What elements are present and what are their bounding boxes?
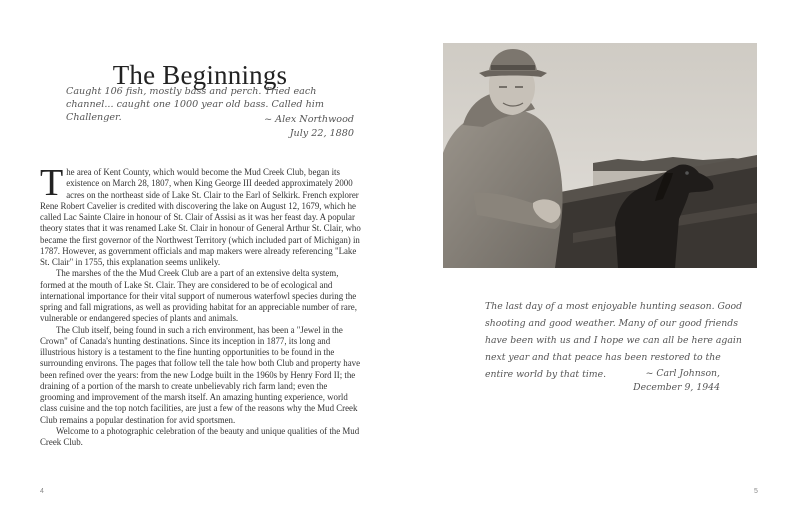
quote-signature	[560, 367, 720, 395]
hunter-and-dog-photo	[443, 43, 757, 268]
epigraph-author: ~ Alex Northwood	[264, 114, 354, 125]
body-text	[40, 162, 363, 448]
epigraph-signature	[174, 113, 354, 141]
quote-date: December 9, 1944	[633, 382, 720, 393]
page-number-right: 5	[754, 488, 758, 495]
page-title: The Beginnings	[112, 60, 288, 91]
paragraph: The marshes of the the Mud Creek Club are a part of an extensive delta system, formed at the mouth of Lake St. Clair. They are considered to be of ecological and international importance for their vital support of numerous waterfowl species during the spring and fall migrations, as well as providing habitat for an appreciable number of rare, vulnerable or endangered species of plants and animals.	[40, 268, 357, 324]
closing-quote: The last day of a most enjoyable hunting season. Good shooting and good weather. Many of our good friends have been with us and I hope we can all be here again next year and that peace has been restored to the entire world by that time.	[485, 301, 743, 380]
paragraph: Welcome to a photographic celebration of the beauty and unique qualities of the Mud Creek Club.	[40, 425, 360, 447]
page-number-left: 4	[40, 488, 44, 495]
quote-author: ~ Carl Johnson,	[645, 368, 720, 379]
epigraph-date: July 22, 1880	[289, 128, 354, 139]
paragraph: The area of Kent County, which would become the Mud Creek Club, began its existence on March 28, 1807, when King George III deeded approximately 2000 acres on the northeast side of Lake St. Clair to the Earl of Selkirk. French explorer Rene Robert Cavelier is credited with discovering the lake on August 12, 1679, which he called Lac Sainte Claire in honour of St. Clair of Assisi as it was her feast day. A popular theory states that it was renamed Lake St. Clair in honour of General Arthur St. Clair, who became the first governor of the Northwest Territory (which included part of Michigan) in 1787. However, as government officials and map makers were already referencing "Lake St. Clair" in 1755, this explanation seems unlikely.	[40, 162, 361, 267]
drop-cap: T	[40, 162, 64, 204]
paragraph: The Club itself, being found in such a rich environment, has been a "Jewel in the Crown" of Canada's hunting destinations. Since its inception in 1877, its long and illustrious history is a testament to the fine hunting opportunities to be found in the surrounding environs. The pages that follow tell the tale how both Club and property have been refined over the years: from the new Lodge built in the 1960s by Henry Ford II; the draining of a portion of the marsh to create unbelievably rich farm land; even the grooming and improvement of the marsh itself. An amazing hunting experience, world class cuisine and the top notch facilities, are just a few of the reasons why the Mud Creek Club remains a popular destination for avid sportsmen.	[40, 324, 361, 425]
epigraph-quote: Caught 106 fish, mostly bass and perch. Tried each channel... caught one 1000 year old bass. Called him Challenger.	[66, 86, 324, 123]
